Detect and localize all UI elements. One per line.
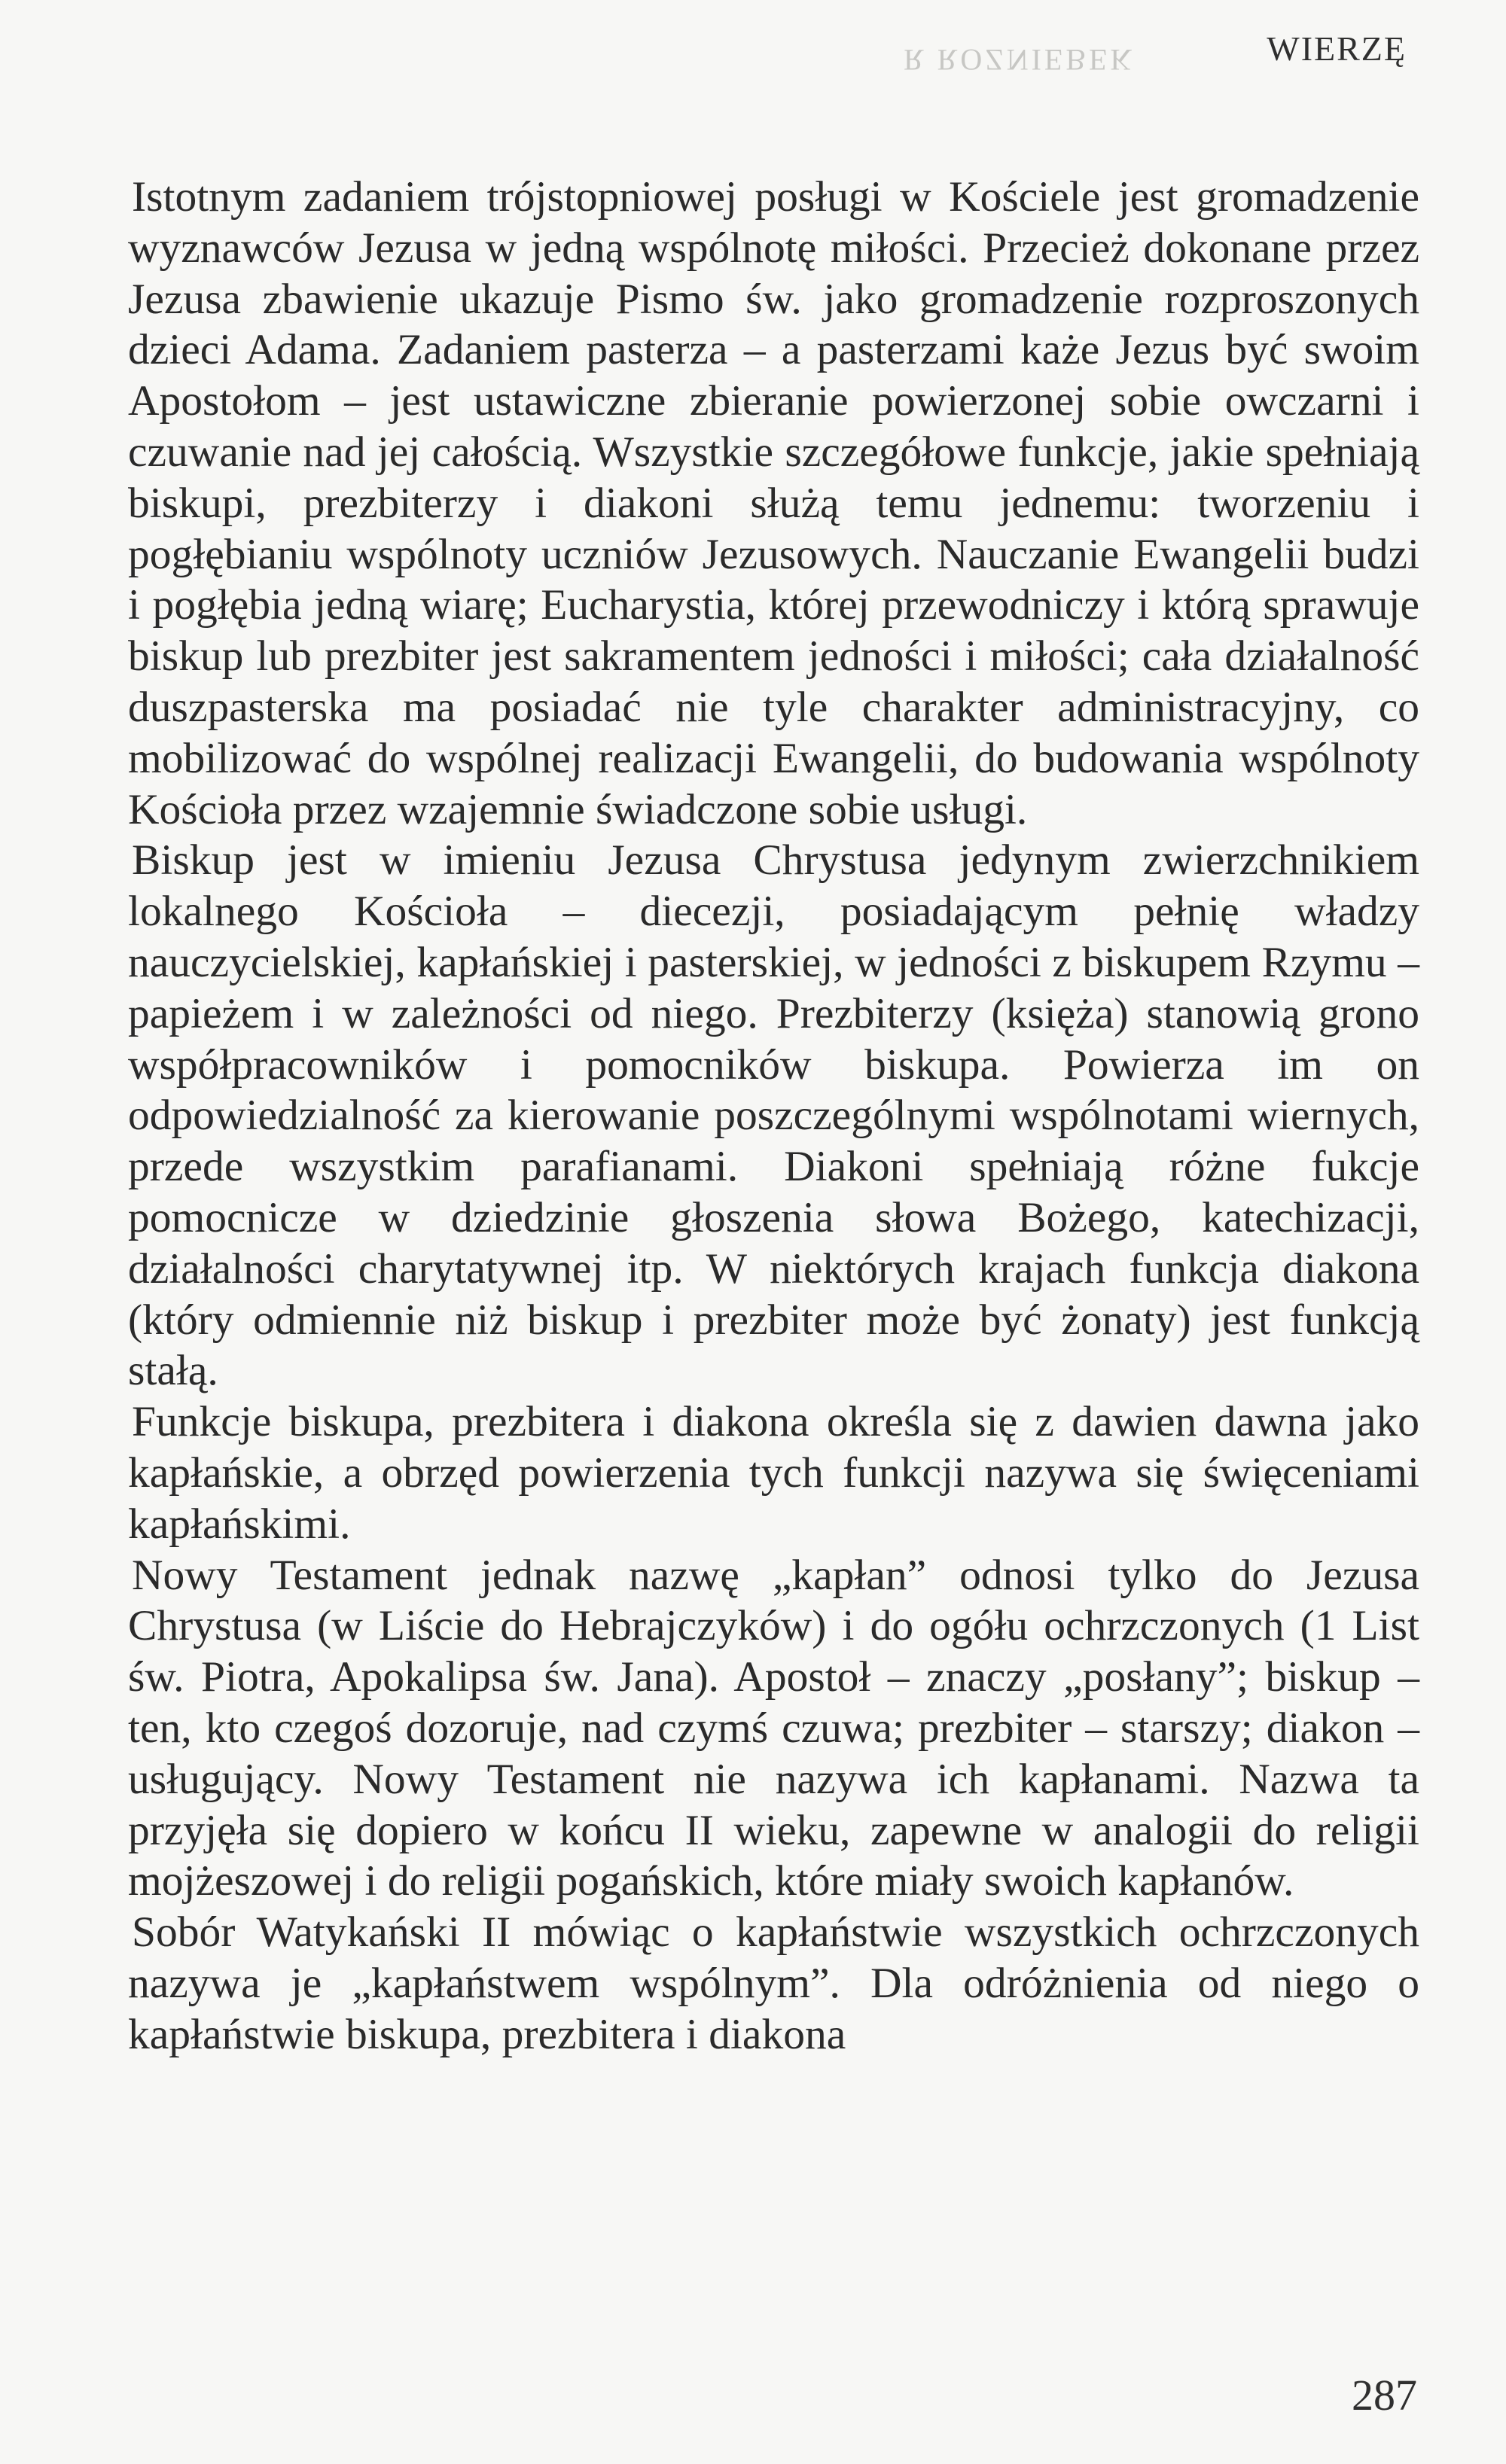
paragraph-2: Biskup jest w imieniu Jezusa Chrystusa jedynym zwierzchnikiem lokalnego Kościoła – diecezji, posiadającym pełnię władzy nauczycielskiej, kapłańskiej i pasterskiej, w jedności z biskupem Rzymu – papieżem i w zależności od niego. Prezbiterzy (księża) stanowią grono współpracowników i pomocników biskupa. Powierza im on odpowiedzialność za kierowanie poszczególnymi wspólnotami wiernych, przede wszystkim parafianami. Diakoni spełniają różne fukcje pomocnicze w dziedzinie głoszenia słowa Bożego, katechizacji, działalności charytatywnej itp. W niektórych krajach funkcja diakona (który odmiennie niż biskup i prezbiter może być żonaty) jest funkcją stałą. <box>128 836 1419 1395</box>
paragraph-4: Nowy Testament jednak nazwę „kapłan” odnosi tylko do Jezusa Chrystusa (w Liście do Hebrajczyków) i do ogółu ochrzczonych (1 List św. Piotra, Apokalipsa św. Jana). Apostoł – znaczy „posłany”; biskup – ten, kto czegoś dozoruje, nad czymś czuwa; prezbiter – starszy; diakon – usługujący. Nowy Testament nie nazywa ich kapłanami. Nazwa ta przyjęła się dopiero w końcu II wieku, zapewne w analogii do religii mojżeszowej i do religii pogańskich, które miały swoich kapłanów. <box>128 1551 1419 1905</box>
running-title: WIERZĘ <box>1267 29 1407 68</box>
page-number: 287 <box>1352 2371 1417 2420</box>
paragraph-1: Istotnym zadaniem trójstopniowej posługi w Kościele jest gromadzenie wyznawców Jezusa w jedną wspólnotę miłości. Przecież dokonane przez Jezusa zbawienie ukazuje Pismo św. jako gromadzenie rozproszonych dzieci Adama. Zadaniem pasterza – a pasterzami każe Jezus być swoim Apostołom – jest ustawiczne zbieranie powierzonej sobie owczarni i czuwanie nad jej całością. Wszystkie szczegółowe funkcje, jakie spełniają biskupi, prezbiterzy i diakoni służą temu jednemu: tworzeniu i pogłębianiu wspólnoty uczniów Jezusowych. Nauczanie Ewangelii budzi i pogłębia jedną wiarę; Eucharystia, której przewodniczy i którą sprawuje biskup lub prezbiter jest sakramentem jedności i miłości; cała działalność duszpasterska ma posiadać nie tyle charakter administracyjny, co mobilizować do wspólnej realizacji Ewangelii, do budowania wspólnoty Kościoła przez wzajemnie świadczone sobie usługi. <box>128 173 1419 833</box>
bleed-through-text: R ROZNIEBEK <box>904 43 1136 77</box>
paragraph-3: Funkcje biskupa, prezbitera i diakona określa się z dawien dawna jako kapłańskie, a obrzęd powierzenia tych funkcji nazywa się święceniami kapłańskimi. <box>128 1398 1419 1548</box>
body-text <box>128 172 1419 2060</box>
paragraph-5: Sobór Watykański II mówiąc o kapłaństwie wszystkich ochrzczonych nazywa je „kapłaństwem wspólnym”. Dla odróżnienia od niego o kapłaństwie biskupa, prezbitera i diakona <box>128 1908 1419 2058</box>
